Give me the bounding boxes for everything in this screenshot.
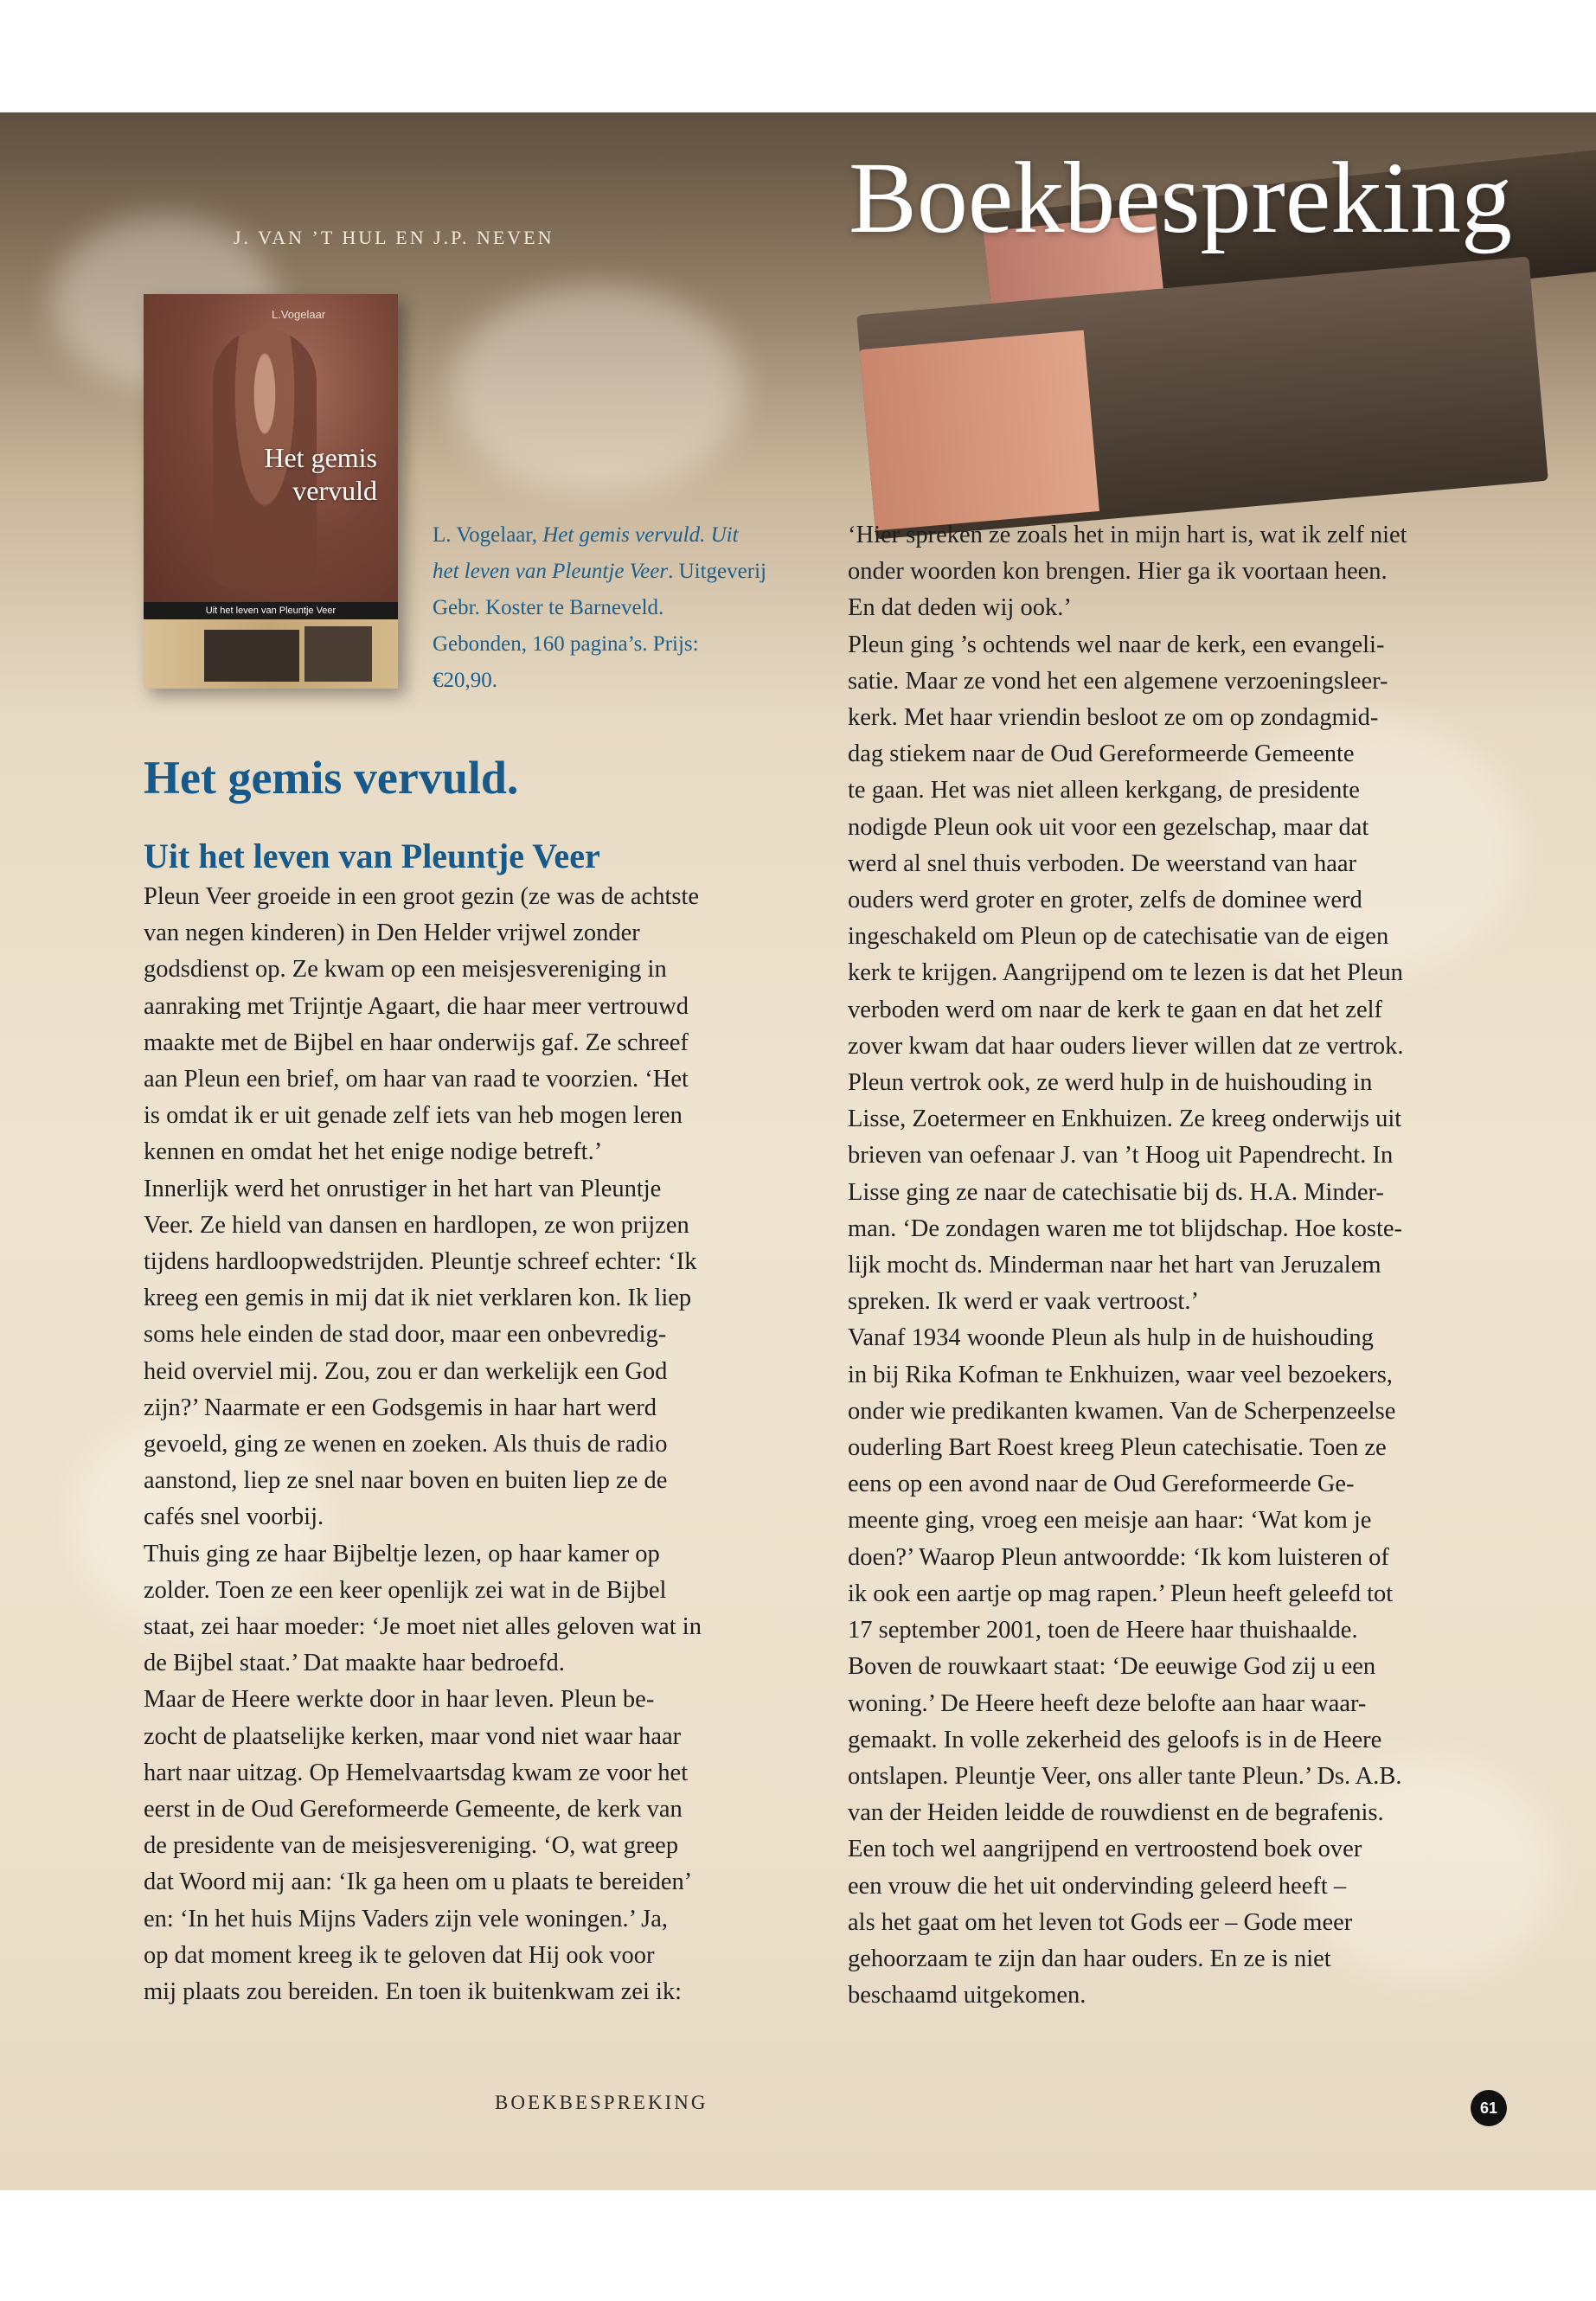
article-text-line: en: ‘In het huis Mijns Vaders zijn vele woningen.’ Ja, — [144, 1905, 669, 1932]
cover-title — [144, 441, 377, 508]
article-text-line: meente ging, vroeg een meisje aan haar: ‘Wat kom je — [848, 1507, 1372, 1535]
article-text-line: staat, zei haar moeder: ‘Je moet niet alles geloven wat in — [144, 1613, 702, 1641]
article-text-line: in bij Rika Kofman te Enkhuizen, waar veel bezoekers, — [848, 1361, 1393, 1388]
article-text-line: een vrouw die het uit ondervinding geleerd heeft – — [848, 1872, 1347, 1900]
article-text-line: kreeg een gemis in mij dat ik niet verklaren kon. Ik liep — [144, 1285, 692, 1312]
book-info-line: €20,90. — [433, 669, 497, 692]
article-text-line: zocht de plaatselijke kerken, maar vond niet waar haar — [144, 1722, 682, 1750]
bokeh-light — [450, 285, 744, 493]
article-text-line: Lisse ging ze naar de catechisatie bij ds. H.A. Minder- — [848, 1178, 1384, 1206]
article-text-line: kerk te krijgen. Aangrijpend om te lezen is dat het Pleun — [848, 959, 1403, 987]
article-text-line: onder woorden kon brengen. Hier ga ik voortaan heen. — [848, 558, 1388, 586]
cover-subtitle-strip: Uit het leven van Pleuntje Veer — [144, 602, 398, 619]
article-text-line: aanstond, liep ze snel naar boven en buiten liep ze de — [144, 1467, 668, 1495]
article-text-line: zolder. Toen ze een keer openlijk zei wat in de Bijbel — [144, 1576, 667, 1604]
article-text-line: zover kwam dat haar ouders liever willen dat ze vertrok. — [848, 1032, 1404, 1060]
book-info-line: Gebonden, 160 pagina’s. Prijs: — [433, 632, 699, 656]
article-text-line: En dat deden wij ook.’ — [848, 594, 1072, 622]
article-column-right — [848, 517, 1522, 2014]
article-text-line: Pleun vertrok ook, ze werd hulp in de huishouding in — [848, 1069, 1373, 1097]
article-text-line: werd al snel thuis verboden. De weerstand van haar — [848, 849, 1356, 877]
article-text-line: verboden werd om naar de kerk te gaan en dat het zelf — [848, 996, 1382, 1023]
cover-author: L.Vogelaar — [272, 308, 326, 321]
article-text-line: Pleun ging ’s ochtends wel naar de kerk, een evangeli- — [848, 631, 1385, 658]
article-title: Het gemis vervuld. — [144, 752, 519, 804]
article-text-line: ik ook een aartje op mag rapen.’ Pleun heeft geleefd tot — [848, 1580, 1394, 1607]
cover-house-photo — [204, 630, 299, 682]
article-text-line: kerk. Met haar vriendin besloot ze om op zondagmid- — [848, 704, 1379, 732]
section-title: Boekbespreking — [849, 141, 1512, 254]
article-text-line: tijdens hardloopwedstrijden. Pleuntje schreef echter: ‘Ik — [144, 1248, 697, 1276]
book-info-title: Het gemis vervuld. Uit — [542, 523, 739, 547]
article-text-line: cafés snel voorbij. — [144, 1503, 324, 1531]
article-text-line: heid overviel mij. Zou, zou er dan werkelijk een God — [144, 1357, 668, 1385]
article-text-line: ouders werd groter en groter, zelfs de dominee werd — [848, 887, 1362, 914]
article-text-line: man. ‘De zondagen waren me tot blijdschap. Hoe koste- — [848, 1215, 1403, 1242]
article-text-line: mij plaats zou bereiden. En toen ik buitenkwam zei ik: — [144, 1978, 683, 2006]
book-info-line — [433, 554, 796, 590]
article-text-line: Thuis ging ze haar Bijbeltje lezen, op haar kamer op — [144, 1540, 660, 1567]
cover-church-photo — [304, 626, 372, 682]
cover-title-line: Het gemis — [264, 442, 377, 473]
book-bottom — [856, 257, 1548, 540]
article-text-line: ‘Hier spreken ze zoals het in mijn hart is, wat ik zelf niet — [848, 522, 1407, 548]
cover-title-line: vervuld — [292, 475, 377, 507]
article-text-line: op dat moment kreeg ik te geloven dat Hij ook voor — [144, 1941, 655, 1969]
article-text-line: ingeschakeld om Pleun op de catechisatie van de eigen — [848, 923, 1389, 951]
article-text-line: dat Woord mij aan: ‘Ik ga heen om u plaats te bereiden’ — [144, 1868, 693, 1896]
book-info-title-cont: het leven van Pleuntje Veer — [433, 560, 669, 583]
article-text-line: kennen en omdat het het enige nodige betreft.’ — [144, 1138, 603, 1166]
article-subtitle: Uit het leven van Pleuntje Veer — [144, 836, 600, 875]
article-text-line: Pleun Veer groeide in een groot gezin (ze was de achtste — [144, 883, 700, 910]
article-text-line: gehoorzaam te zijn dan haar ouders. En ze is niet — [848, 1945, 1331, 1972]
footer-section-label: BOEKBESPREKING — [495, 2092, 708, 2113]
article-text-line: brieven van oefenaar J. van ’t Hoog uit Papendrecht. In — [848, 1142, 1394, 1170]
article-text-line: als het gaat om het leven tot Gods eer – Gode meer — [848, 1908, 1353, 1936]
article-text-line: is omdat ik er uit genade zelf iets van heb mogen leren — [144, 1102, 683, 1130]
article-text-line: eerst in de Oud Gereformeerde Gemeente, de kerk van — [144, 1796, 683, 1823]
article-text-line: Lisse, Zoetermeer en Enkhuizen. Ze kreeg onderwijs uit — [848, 1106, 1402, 1133]
book-info-publisher: . Uitgeverij — [668, 560, 766, 583]
article-text-line: Innerlijk werd het onrustiger in het hart van Pleuntje — [144, 1175, 662, 1202]
article-text-line: zijn?’ Naarmate er een Godsgemis in haar hart werd — [144, 1394, 657, 1421]
book-info-line — [433, 517, 796, 554]
article-text-line: beschaamd uitgekomen. — [848, 1982, 1086, 2009]
article-text-line: onder wie predikanten kwamen. Van de Scherpenzeelse — [848, 1397, 1396, 1425]
article-text-line: maakte met de Bijbel en haar onderwijs gaf. Ze schreef — [144, 1029, 689, 1056]
article-text-line: Maar de Heere werkte door in haar leven. Pleun be- — [144, 1686, 655, 1714]
article-text-line: nodigde Pleun ook uit voor een gezelschap, maar dat — [848, 813, 1369, 841]
article-text-line: Veer. Ze hield van dansen en hardlopen, ze won prijzen — [144, 1211, 689, 1239]
article-text-line: dag stiekem naar de Oud Gereformeerde Gemeente — [848, 740, 1355, 768]
article-text-line: spreken. Ik werd er vaak vertroost.’ — [848, 1288, 1199, 1316]
article-text-line: satie. Maar ze vond het een algemene verzoeningsleer- — [848, 667, 1388, 695]
article-text-line: gevoeld, ging ze wenen en zoeken. Als thuis de radio — [144, 1431, 668, 1458]
article-text-line: te gaan. Het was niet alleen kerkgang, de presidente — [848, 777, 1360, 804]
article-text-line: van der Heiden leidde de rouwdienst en de begrafenis. — [848, 1799, 1384, 1827]
article-text-line: van negen kinderen) in Den Helder vrijwel zonder — [144, 920, 640, 947]
article-text-line: de presidente van de meisjesvereniging. ‘O, wat greep — [144, 1832, 679, 1860]
article-text-line: lijk mocht ds. Minderman naar het hart van Jeruzalem — [848, 1252, 1381, 1279]
article-text-line: soms hele einden de stad door, maar een onbevredig- — [144, 1321, 667, 1349]
article-text-line: hart naar uitzag. Op Hemelvaartsdag kwam ze voor het — [144, 1759, 689, 1786]
article-column-left — [144, 879, 818, 2010]
article-text-line: aanraking met Trijntje Agaart, die haar meer vertrouwd — [144, 992, 689, 1020]
article-text-line: ouderling Bart Roest kreeg Pleun catechisatie. Toen ze — [848, 1434, 1387, 1462]
article-text-line: de Bijbel staat.’ Dat maakte haar bedroefd. — [144, 1650, 565, 1677]
article-text-line: woning.’ De Heere heeft deze belofte aan haar waar- — [848, 1689, 1367, 1717]
page-number-badge: 61 — [1471, 2090, 1507, 2126]
article-text-line: Vanaf 1934 woonde Pleun als hulp in de huishouding — [848, 1324, 1374, 1352]
book-cover-image — [144, 294, 398, 689]
article-text-line: godsdienst op. Ze kwam op een meisjesvereniging in — [144, 956, 667, 984]
book-info-caption — [433, 517, 796, 699]
article-text-line: doen?’ Waarop Pleun antwoordde: ‘Ik kom luisteren of — [848, 1543, 1389, 1571]
article-text-line: eens op een avond naar de Oud Gereformeerde Ge- — [848, 1471, 1355, 1498]
article-text-line: Boven de rouwkaart staat: ‘De eeuwige God zij u een — [848, 1653, 1376, 1681]
article-text-line: aan Pleun een brief, om haar van raad te voorzien. ‘Het — [144, 1066, 689, 1093]
article-text-line: Een toch wel aangrijpend en vertroostend boek over — [848, 1836, 1362, 1863]
article-text-line: gemaakt. In volle zekerheid des geloofs is in de Heere — [848, 1726, 1382, 1753]
article-text-line: 17 september 2001, toen de Heere haar thuishaalde. — [848, 1617, 1358, 1644]
article-authors: J. VAN ’T HUL EN J.P. NEVEN — [234, 227, 554, 248]
book-info-author: L. Vogelaar, — [433, 523, 543, 547]
article-text-line: ontslapen. Pleuntje Veer, ons aller tante Pleun.’ Ds. A.B. — [848, 1762, 1402, 1790]
book-info-line: Gebr. Koster te Barneveld. — [433, 596, 664, 619]
